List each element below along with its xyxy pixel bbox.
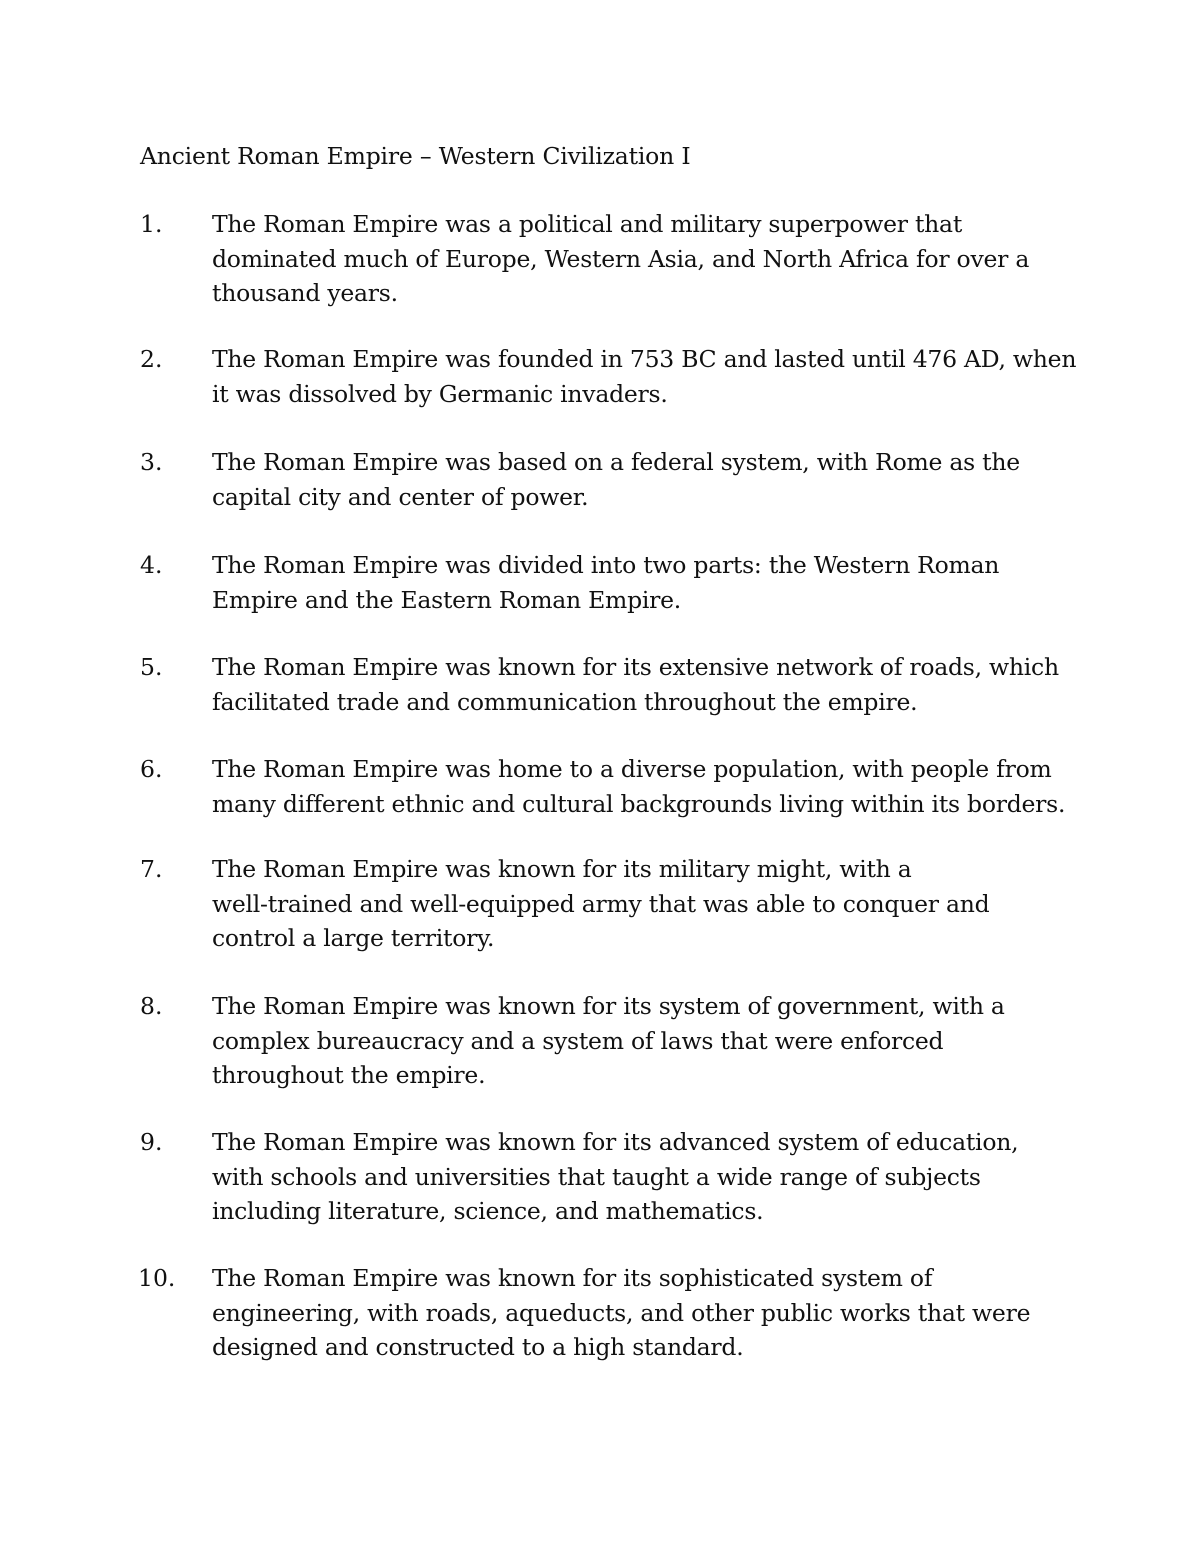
list-item [0, 852, 1200, 962]
item-text-line: throughout the empire. [212, 1061, 486, 1089]
item-number: 1. [140, 210, 163, 238]
item-text-line: The Roman Empire was a political and military superpower that [212, 210, 963, 238]
item-text-line: The Roman Empire was known for its extensive network of roads, which [212, 653, 1059, 681]
item-number: 6. [140, 755, 163, 783]
list-item [0, 1261, 1200, 1371]
list-item [0, 650, 1200, 760]
list-item [0, 752, 1200, 862]
item-text-line: Empire and the Eastern Roman Empire. [212, 585, 681, 614]
item-text-line: The Roman Empire was based on a federal system, with Rome as the [212, 448, 1020, 476]
item-text-line: dominated much of Europe, Western Asia, and North Africa for over a [212, 244, 1030, 273]
document-title: Ancient Roman Empire – Western Civilization I [140, 142, 691, 170]
item-text-line: capital city and center of power. [212, 482, 589, 511]
item-text-line: facilitated trade and communication throughout the empire. [212, 687, 918, 716]
item-text-line: The Roman Empire was home to a diverse population, with people from [212, 755, 1052, 783]
item-number: 4. [140, 551, 163, 579]
item-text-line: well-trained and well-equipped army that was able to conquer and [212, 889, 990, 918]
item-text-line: many different ethnic and cultural backgrounds living within its borders. [212, 789, 1066, 818]
item-text-line: thousand years. [212, 279, 398, 307]
item-text-line: engineering, with roads, aqueducts, and other public works that were [212, 1298, 1031, 1327]
item-text-line: The Roman Empire was founded in 753 BC and lasted until 476 AD, when [212, 345, 1077, 373]
item-text-line: control a large territory. [212, 924, 495, 952]
item-number: 10. [138, 1264, 176, 1292]
list-item [0, 445, 1200, 555]
item-number: 8. [140, 992, 163, 1020]
item-text-line: including literature, science, and mathematics. [212, 1197, 764, 1225]
item-number: 7. [140, 855, 163, 883]
item-text-line: it was dissolved by Germanic invaders. [212, 379, 668, 408]
item-number: 3. [140, 448, 163, 476]
item-text-line: The Roman Empire was known for its military might, with a [212, 855, 912, 883]
item-text-line: designed and constructed to a high standard. [212, 1333, 744, 1361]
list-item [0, 342, 1200, 452]
item-text-line: The Roman Empire was known for its advanced system of education, [212, 1128, 1019, 1156]
item-text-line: with schools and universities that taught a wide range of subjects [212, 1162, 981, 1191]
list-item [0, 1125, 1200, 1235]
item-text-line: The Roman Empire was known for its system of government, with a [212, 992, 1005, 1020]
item-text-line: The Roman Empire was known for its sophisticated system of [212, 1264, 933, 1292]
item-text-line: The Roman Empire was divided into two parts: the Western Roman [212, 551, 1000, 579]
item-number: 5. [140, 653, 163, 681]
list-item [0, 989, 1200, 1099]
item-text-line: complex bureaucracy and a system of laws that were enforced [212, 1026, 944, 1055]
list-item [0, 207, 1200, 317]
item-number: 2. [140, 345, 163, 373]
list-item [0, 548, 1200, 658]
item-number: 9. [140, 1128, 163, 1156]
